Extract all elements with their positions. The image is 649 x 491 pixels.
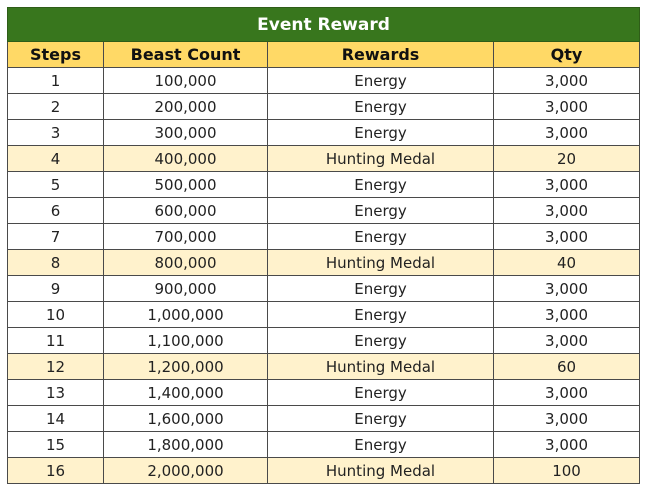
- cell-reward: Energy: [268, 224, 494, 250]
- cell-reward: Energy: [268, 94, 494, 120]
- table-row: [8, 328, 640, 354]
- header-rewards: Rewards: [268, 42, 494, 68]
- cell-reward: Energy: [268, 432, 494, 458]
- cell-beast-count: 700,000: [104, 224, 268, 250]
- cell-beast-count: 100,000: [104, 68, 268, 94]
- cell-step: 8: [8, 250, 104, 276]
- cell-reward: Energy: [268, 328, 494, 354]
- table-row: [8, 458, 640, 484]
- table-row: [8, 380, 640, 406]
- cell-beast-count: 1,200,000: [104, 354, 268, 380]
- cell-qty: 3,000: [494, 328, 640, 354]
- cell-beast-count: 1,000,000: [104, 302, 268, 328]
- cell-step: 15: [8, 432, 104, 458]
- cell-qty: 60: [494, 354, 640, 380]
- cell-qty: 20: [494, 146, 640, 172]
- table-row: [8, 172, 640, 198]
- cell-step: 12: [8, 354, 104, 380]
- cell-step: 16: [8, 458, 104, 484]
- cell-beast-count: 1,600,000: [104, 406, 268, 432]
- table-row: [8, 354, 640, 380]
- cell-step: 9: [8, 276, 104, 302]
- cell-beast-count: 1,400,000: [104, 380, 268, 406]
- cell-beast-count: 500,000: [104, 172, 268, 198]
- cell-step: 6: [8, 198, 104, 224]
- cell-qty: 3,000: [494, 224, 640, 250]
- table-row: [8, 432, 640, 458]
- cell-reward: Energy: [268, 172, 494, 198]
- cell-beast-count: 1,100,000: [104, 328, 268, 354]
- event-reward-table: [7, 7, 640, 484]
- cell-reward: Hunting Medal: [268, 458, 494, 484]
- cell-reward: Energy: [268, 276, 494, 302]
- table-row: [8, 406, 640, 432]
- header-beast-count: Beast Count: [104, 42, 268, 68]
- cell-qty: 3,000: [494, 68, 640, 94]
- cell-beast-count: 600,000: [104, 198, 268, 224]
- cell-reward: Energy: [268, 68, 494, 94]
- cell-beast-count: 400,000: [104, 146, 268, 172]
- cell-step: 13: [8, 380, 104, 406]
- cell-qty: 3,000: [494, 380, 640, 406]
- table-row: [8, 68, 640, 94]
- table-title: Event Reward: [8, 8, 640, 42]
- table-row: [8, 224, 640, 250]
- cell-step: 5: [8, 172, 104, 198]
- event-reward-sheet: [7, 7, 639, 484]
- cell-step: 4: [8, 146, 104, 172]
- cell-qty: 3,000: [494, 120, 640, 146]
- cell-beast-count: 1,800,000: [104, 432, 268, 458]
- header-qty: Qty: [494, 42, 640, 68]
- cell-beast-count: 2,000,000: [104, 458, 268, 484]
- cell-qty: 40: [494, 250, 640, 276]
- cell-beast-count: 300,000: [104, 120, 268, 146]
- table-row: [8, 120, 640, 146]
- cell-qty: 3,000: [494, 406, 640, 432]
- cell-step: 3: [8, 120, 104, 146]
- table-row: [8, 302, 640, 328]
- cell-qty: 3,000: [494, 302, 640, 328]
- table-row: [8, 198, 640, 224]
- cell-qty: 3,000: [494, 172, 640, 198]
- title-row: [8, 8, 640, 42]
- cell-reward: Hunting Medal: [268, 146, 494, 172]
- cell-reward: Energy: [268, 406, 494, 432]
- cell-reward: Energy: [268, 120, 494, 146]
- cell-step: 7: [8, 224, 104, 250]
- table-row: [8, 146, 640, 172]
- cell-qty: 3,000: [494, 276, 640, 302]
- cell-step: 2: [8, 94, 104, 120]
- cell-beast-count: 900,000: [104, 276, 268, 302]
- cell-qty: 100: [494, 458, 640, 484]
- cell-reward: Energy: [268, 302, 494, 328]
- cell-qty: 3,000: [494, 432, 640, 458]
- header-row: [8, 42, 640, 68]
- cell-qty: 3,000: [494, 198, 640, 224]
- cell-reward: Energy: [268, 198, 494, 224]
- table-row: [8, 276, 640, 302]
- header-steps: Steps: [8, 42, 104, 68]
- cell-reward: Energy: [268, 380, 494, 406]
- table-row: [8, 94, 640, 120]
- cell-step: 14: [8, 406, 104, 432]
- cell-beast-count: 200,000: [104, 94, 268, 120]
- cell-reward: Hunting Medal: [268, 354, 494, 380]
- cell-step: 1: [8, 68, 104, 94]
- table-row: [8, 250, 640, 276]
- table-body: [8, 68, 640, 484]
- cell-beast-count: 800,000: [104, 250, 268, 276]
- cell-reward: Hunting Medal: [268, 250, 494, 276]
- cell-step: 11: [8, 328, 104, 354]
- cell-qty: 3,000: [494, 94, 640, 120]
- cell-step: 10: [8, 302, 104, 328]
